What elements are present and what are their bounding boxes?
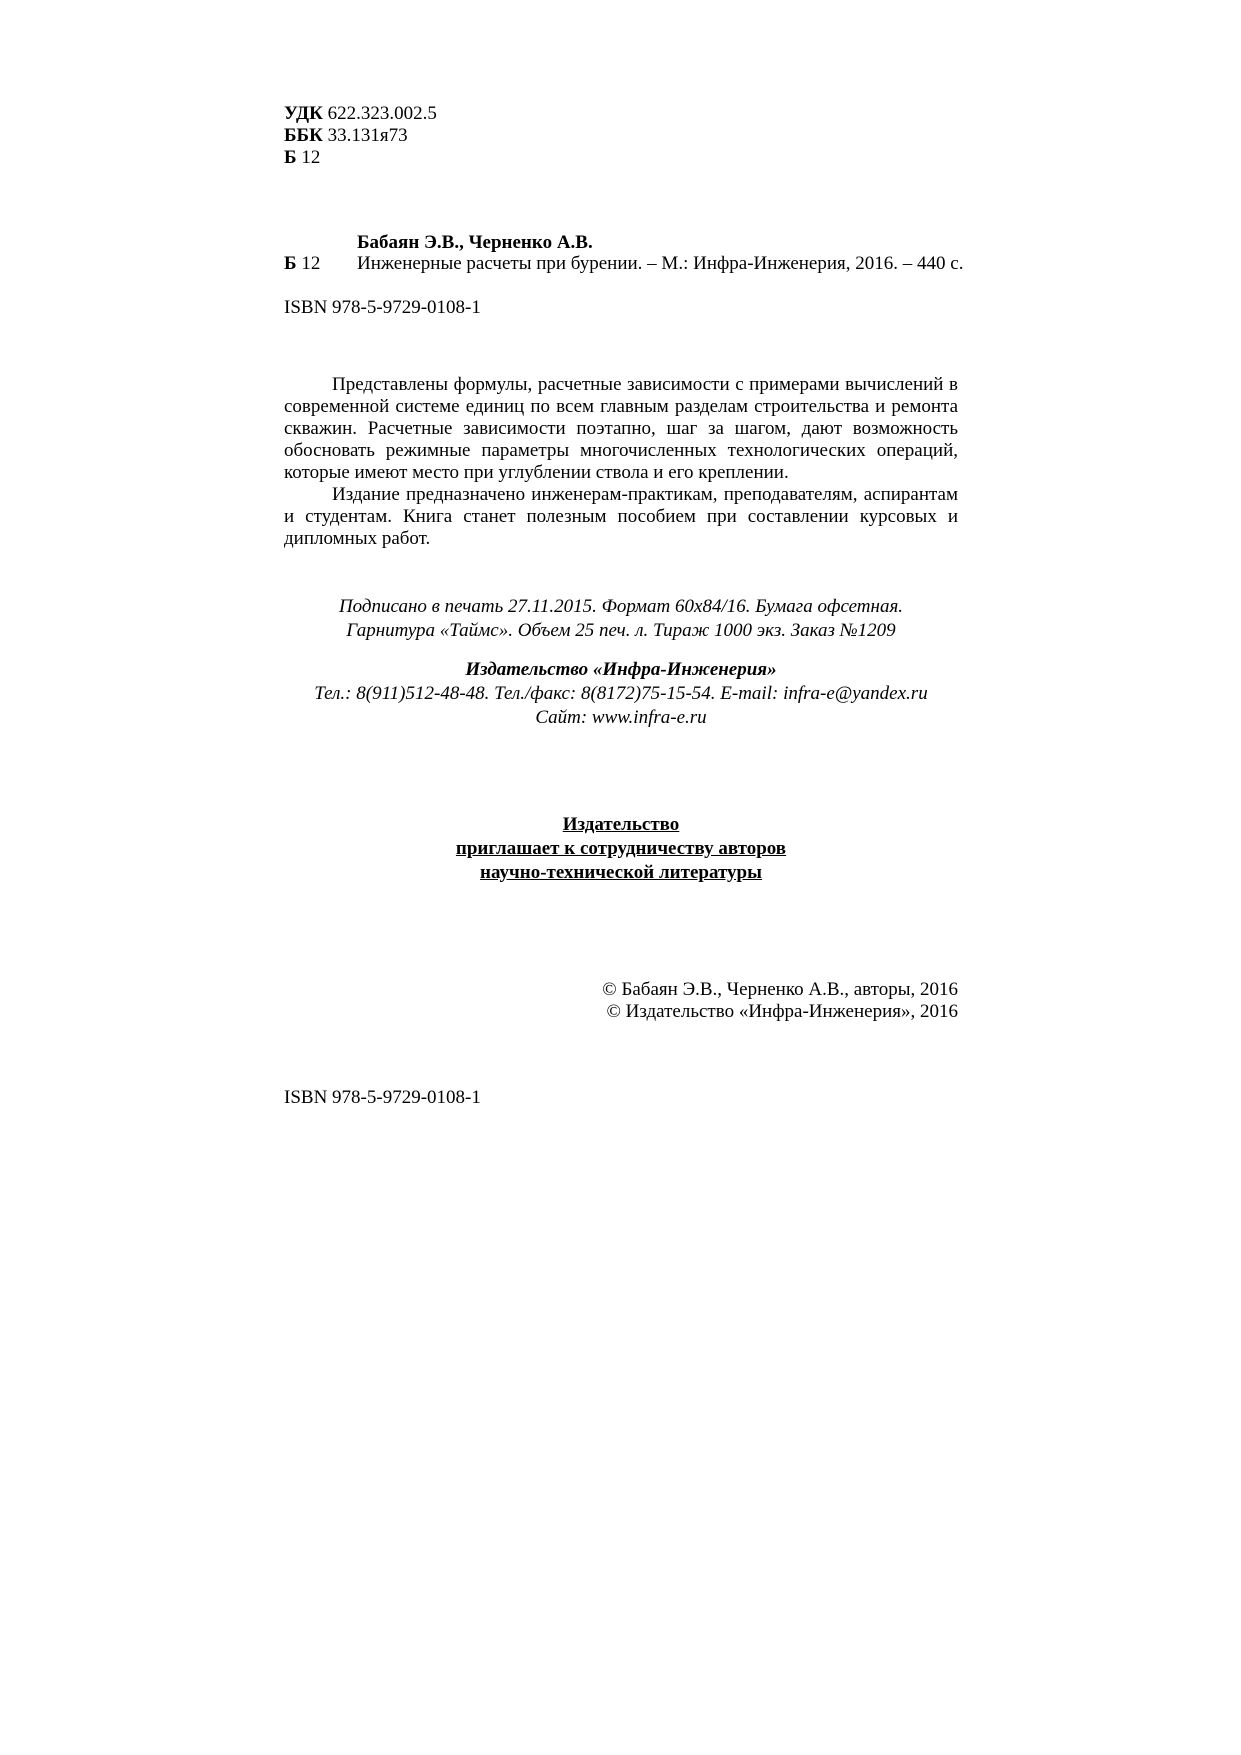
bbk-line: ББК 33.131я73 <box>284 125 408 146</box>
copyright-line-1: © Бабаян Э.В., Черненко А.В., авторы, 2016 <box>602 979 958 1000</box>
publisher-site: Сайт: www.infra-e.ru <box>535 707 707 728</box>
isbn-bottom: ISBN 978-5-9729-0108-1 <box>284 1087 481 1108</box>
abstract <box>284 374 958 550</box>
udk-line: УДК 622.323.002.5 <box>284 103 437 124</box>
copyright-block <box>284 979 958 1023</box>
print-imprint <box>284 595 958 643</box>
imprint-line-1: Подписано в печать 27.11.2015. Формат 60х84/16. Бумага офсетная. <box>338 596 904 617</box>
invitation-line-1: Издательство <box>562 814 680 835</box>
bibliographic-description <box>284 253 963 275</box>
authors-line: Бабаян Э.В., Черненко А.В. <box>357 232 593 253</box>
classification-codes <box>284 103 437 169</box>
publisher-info <box>284 658 958 730</box>
b-line: Б 12 <box>284 147 321 168</box>
imprint-line-2: Гарнитура «Таймс». Объем 25 печ. л. Тираж 1000 экз. Заказ №1209 <box>346 620 896 641</box>
isbn-top: ISBN 978-5-9729-0108-1 <box>284 297 481 318</box>
abstract-paragraph-2: Издание предназначено инженерам-практикам, преподавателям, аспирантам и студентам. Книга станет полезным пособием при составлении курсовых и дипломных работ. <box>284 484 958 549</box>
publisher-name: Издательство «Инфра-Инженерия» <box>465 659 777 680</box>
copyright-line-2: © Издательство «Инфра-Инженерия», 2016 <box>606 1001 958 1022</box>
invitation-line-3: научно-технической литературы <box>480 862 762 883</box>
index-value: 12 <box>301 253 321 274</box>
invitation-line-2: приглашает к сотрудничеству авторов <box>455 838 787 859</box>
index-label: Б <box>284 253 297 274</box>
author-invitation <box>284 813 958 885</box>
title-line: Инженерные расчеты при бурении. – М.: Инфра-Инженерия, 2016. – 440 с. <box>357 253 964 274</box>
abstract-paragraph-1: Представлены формулы, расчетные зависимости с примерами вычислений в современной системе единиц по всем главным разделам строительства и ремонта скважин. Расчетные зависимости поэтапно, шаг за шагом, дают возможность обосновать режимные параметры многочисленных технологических операций, которые имеют место при углублении ствола и его креплении. <box>284 374 958 483</box>
publisher-contacts: Тел.: 8(911)512-48-48. Тел./факс: 8(8172)75-15-54. E-mail: infra-e@yandex.ru <box>314 683 928 704</box>
